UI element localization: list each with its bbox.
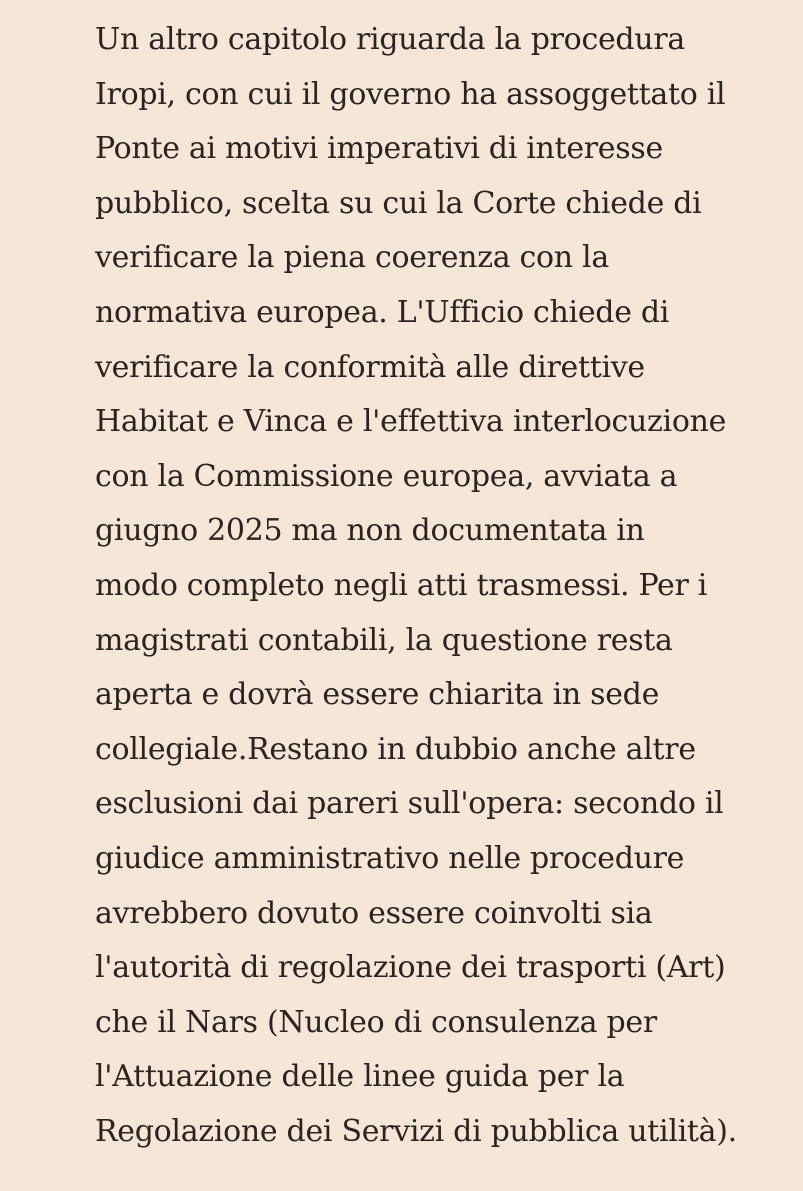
paragraph-line: pubblico, scelta su cui la Corte chiede di (95, 185, 702, 221)
paragraph-line: verificare la conformità alle direttive (95, 349, 645, 385)
paragraph-line: verificare la piena coerenza con la (95, 240, 609, 276)
paragraph-line: che il Nars (Nucleo di consulenza per (95, 1004, 657, 1040)
paragraph-line: magistrati contabili, la questione resta (95, 622, 673, 658)
paragraph-line: Ponte ai motivi imperativi di interesse (95, 131, 663, 167)
paragraph-line: giugno 2025 ma non documentata in (95, 513, 645, 549)
paragraph-line: l'autorità di regolazione dei trasporti (Art) (95, 950, 726, 986)
paragraph-line: esclusioni dai pareri sull'opera: secondo il (95, 786, 724, 822)
paragraph-line: normativa europea. L'Ufficio chiede di (95, 294, 670, 330)
paragraph-line: Un altro capitolo riguarda la procedura (95, 22, 685, 57)
paragraph-line: Regolazione dei Servizi di pubblica utilità). (95, 1113, 737, 1149)
article-paragraph (95, 13, 795, 1159)
paragraph-line: giudice amministrativo nelle procedure (95, 840, 685, 876)
paragraph-line: con la Commissione europea, avviata a (95, 458, 678, 494)
paragraph-line: avrebbero dovuto essere coinvolti sia (95, 895, 653, 931)
paragraph-line: Iropi, con cui il governo ha assoggettato il (95, 76, 726, 112)
paragraph-line: modo completo negli atti trasmessi. Per i (95, 567, 708, 603)
paragraph-line: l'Attuazione delle linee guida per la (95, 1059, 625, 1095)
paragraph-line: collegiale.Restano in dubbio anche altre (95, 731, 696, 767)
paragraph-line: Habitat e Vinca e l'effettiva interlocuzione (95, 404, 727, 440)
paragraph-line: aperta e dovrà essere chiarita in sede (95, 677, 660, 713)
